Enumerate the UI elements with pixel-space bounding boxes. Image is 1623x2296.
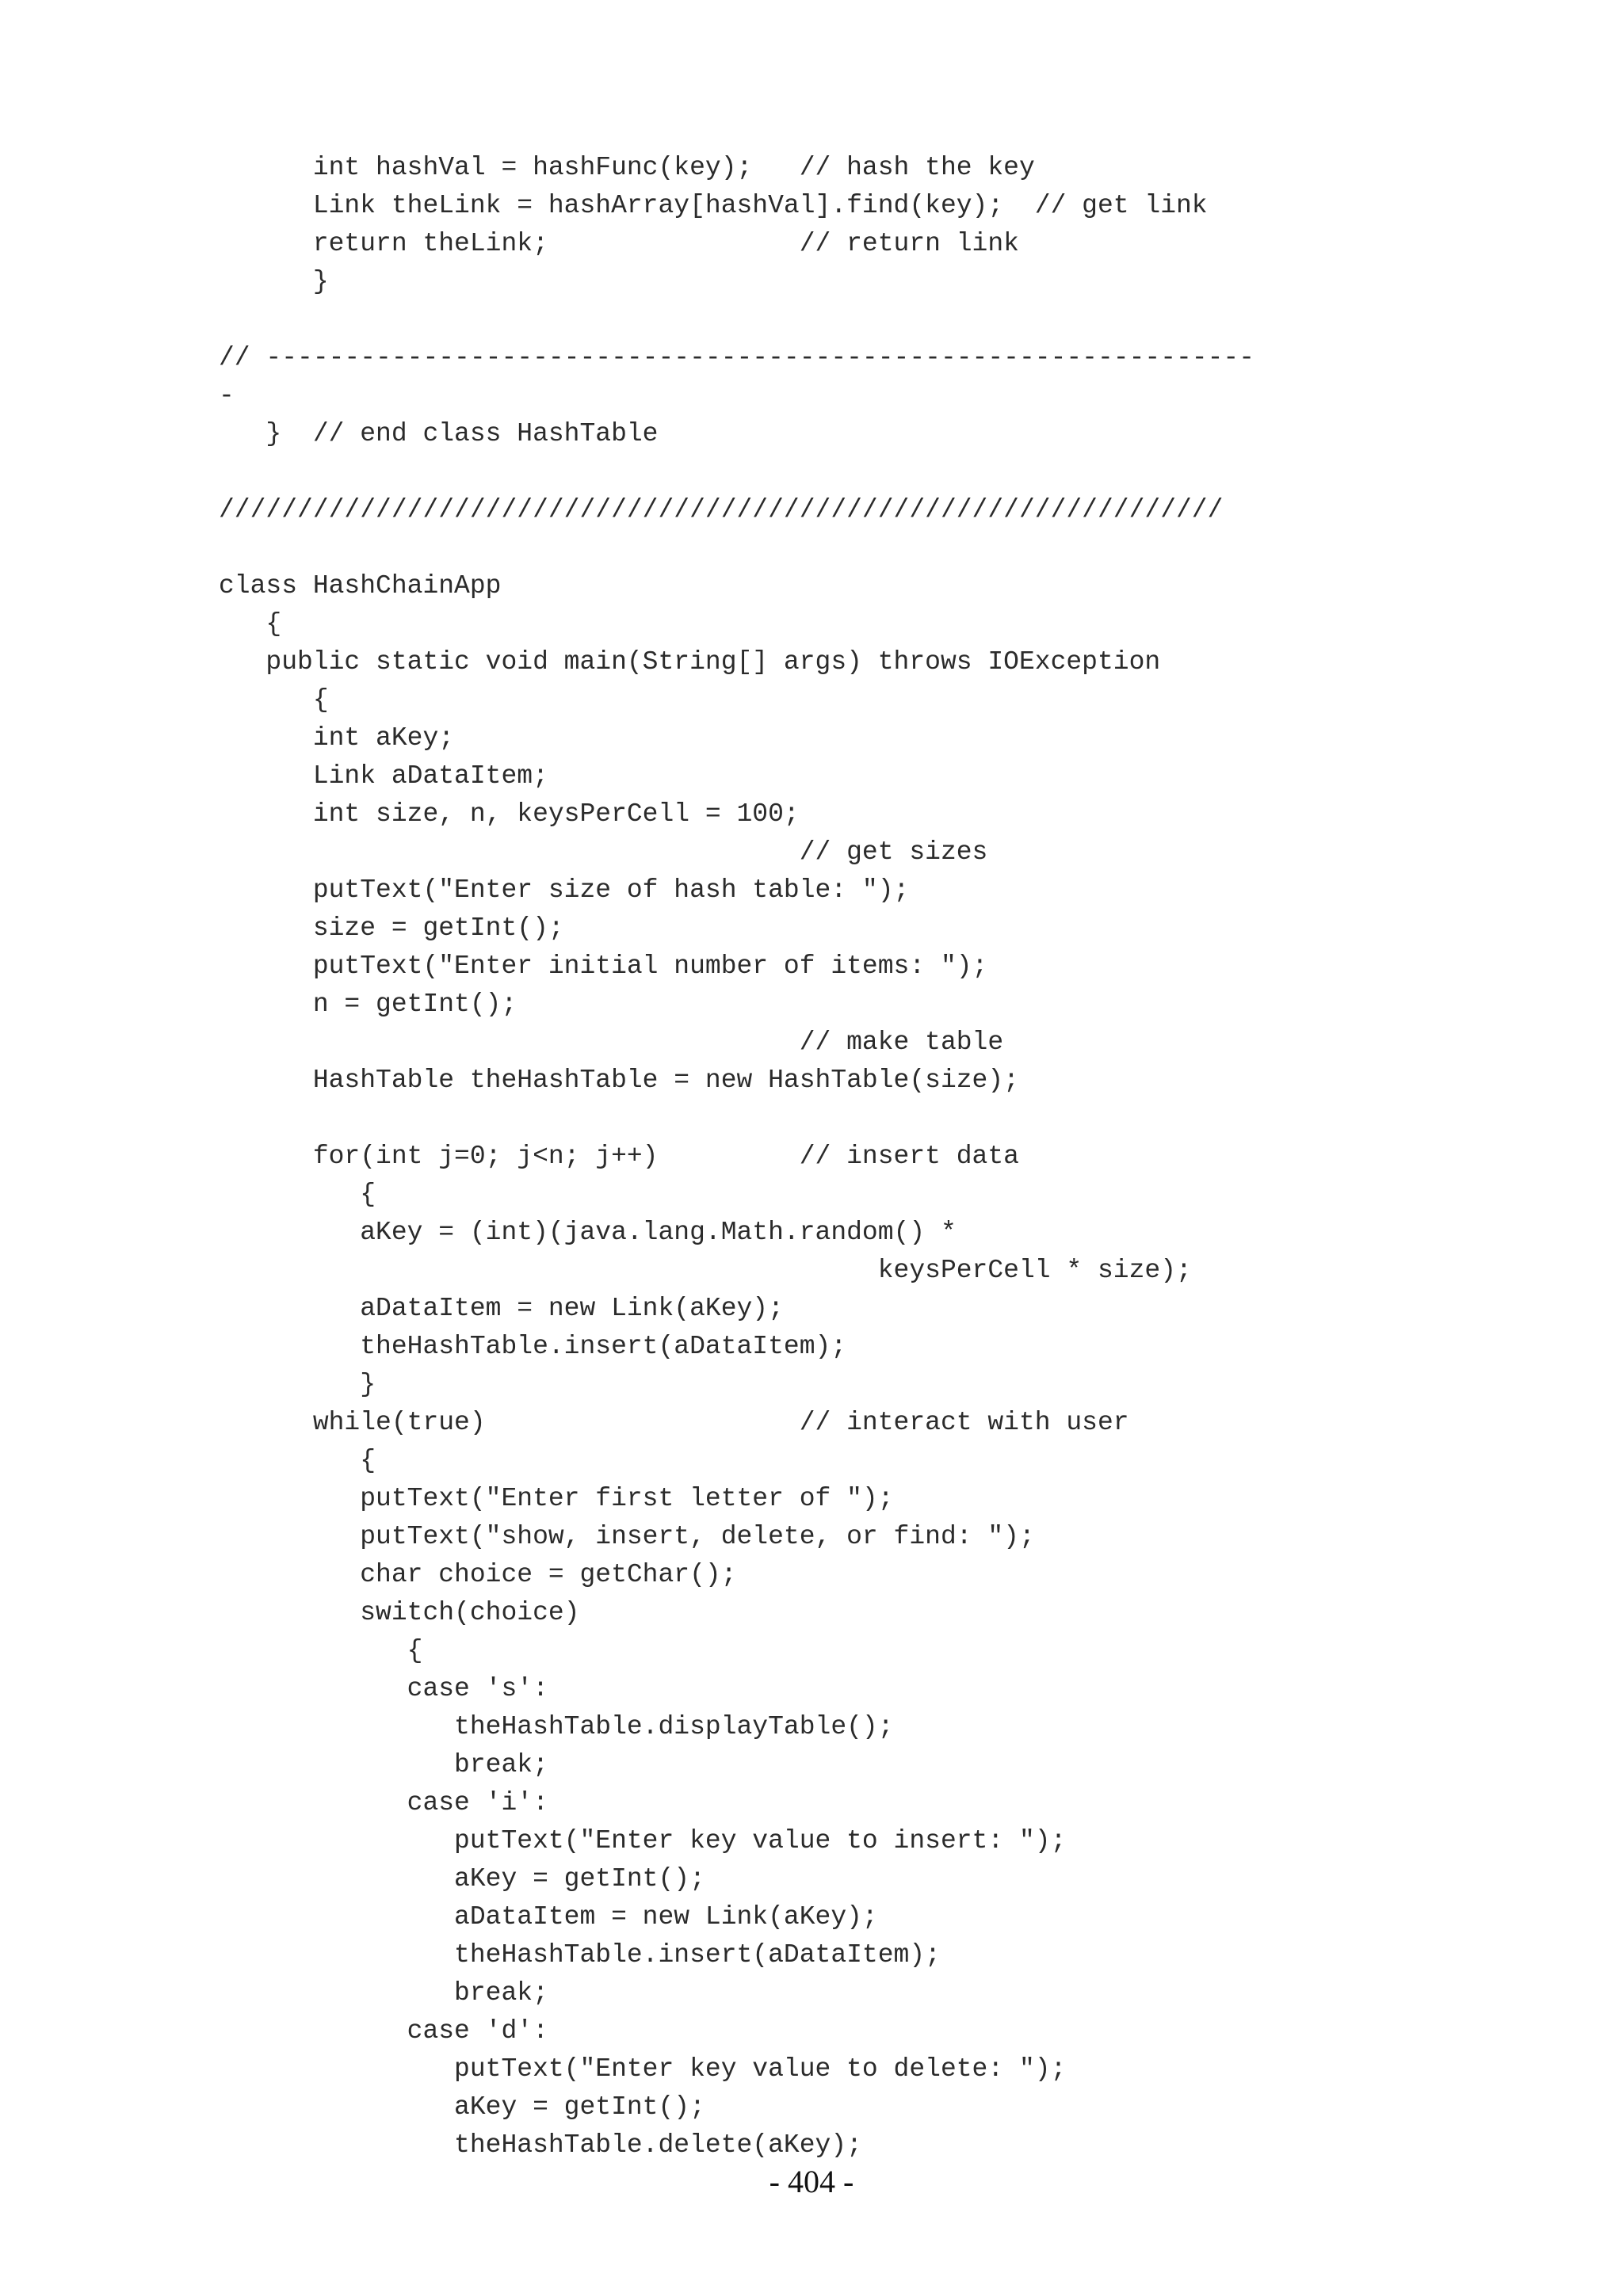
code-line: int aKey; bbox=[219, 723, 455, 753]
code-line: return theLink; // return link bbox=[219, 229, 1019, 258]
code-line: n = getInt(); bbox=[219, 990, 517, 1019]
code-line bbox=[219, 1100, 1254, 1138]
code-line: putText("Enter initial number of items: "); bbox=[219, 952, 988, 981]
code-line: int hashVal = hashFunc(key); // hash the key bbox=[219, 153, 1035, 182]
code-line: public static void main(String[] args) throws IOException bbox=[219, 647, 1161, 677]
code-listing bbox=[219, 149, 1254, 2164]
code-line: Link theLink = hashArray[hashVal].find(key); // get link bbox=[219, 191, 1208, 220]
code-line: // --------------------------------------------------------------- bbox=[219, 343, 1255, 372]
code-line: theHashTable.delete(aKey); bbox=[219, 2130, 862, 2160]
code-line: int size, n, keysPerCell = 100; bbox=[219, 799, 800, 829]
code-line: keysPerCell * size); bbox=[219, 1256, 1192, 1285]
code-line bbox=[219, 453, 1254, 491]
code-line: putText("Enter key value to insert: "); bbox=[219, 1826, 1067, 1855]
code-line: putText("Enter first letter of "); bbox=[219, 1484, 894, 1513]
code-line: { bbox=[219, 1446, 376, 1475]
code-line: { bbox=[219, 609, 282, 639]
code-line: case 'i': bbox=[219, 1788, 548, 1817]
code-line: case 's': bbox=[219, 1674, 548, 1703]
code-line: theHashTable.insert(aDataItem); bbox=[219, 1332, 847, 1361]
code-line: aKey = getInt(); bbox=[219, 1864, 705, 1894]
code-line: char choice = getChar(); bbox=[219, 1560, 737, 1589]
code-line: { bbox=[219, 1636, 423, 1665]
code-line: putText("Enter size of hash table: "); bbox=[219, 875, 910, 905]
code-line: putText("Enter key value to delete: "); bbox=[219, 2054, 1067, 2084]
code-line: //////////////////////////////////////////////////////////////// bbox=[219, 495, 1224, 524]
code-line: for(int j=0; j<n; j++) // insert data bbox=[219, 1142, 1019, 1171]
code-line: } // end class HashTable bbox=[219, 419, 659, 448]
code-line: { bbox=[219, 685, 329, 715]
code-line: break; bbox=[219, 1750, 548, 1779]
code-line: } bbox=[219, 267, 329, 296]
code-line: { bbox=[219, 1180, 376, 1209]
page-number: - 404 - bbox=[769, 2164, 854, 2199]
code-line: HashTable theHashTable = new HashTable(size); bbox=[219, 1066, 1019, 1095]
code-line: // make table bbox=[219, 1028, 1004, 1057]
code-line bbox=[219, 301, 1254, 339]
code-line: class HashChainApp bbox=[219, 571, 502, 601]
code-line: - bbox=[219, 381, 235, 410]
code-line: putText("show, insert, delete, or find: "); bbox=[219, 1522, 1035, 1551]
code-line: switch(choice) bbox=[219, 1598, 580, 1627]
code-line: aDataItem = new Link(aKey); bbox=[219, 1294, 784, 1323]
code-line: aKey = (int)(java.lang.Math.random() * bbox=[219, 1218, 957, 1247]
code-line: size = getInt(); bbox=[219, 913, 564, 943]
code-line: Link aDataItem; bbox=[219, 761, 548, 791]
code-line: } bbox=[219, 1370, 376, 1399]
code-line: theHashTable.insert(aDataItem); bbox=[219, 1940, 941, 1970]
code-line bbox=[219, 529, 1254, 567]
code-line: case 'd': bbox=[219, 2016, 548, 2046]
code-line: break; bbox=[219, 1978, 548, 2008]
code-line: while(true) // interact with user bbox=[219, 1408, 1129, 1437]
code-line: aKey = getInt(); bbox=[219, 2092, 705, 2122]
code-line: // get sizes bbox=[219, 837, 988, 867]
code-line: aDataItem = new Link(aKey); bbox=[219, 1902, 878, 1932]
code-line: theHashTable.displayTable(); bbox=[219, 1712, 894, 1741]
